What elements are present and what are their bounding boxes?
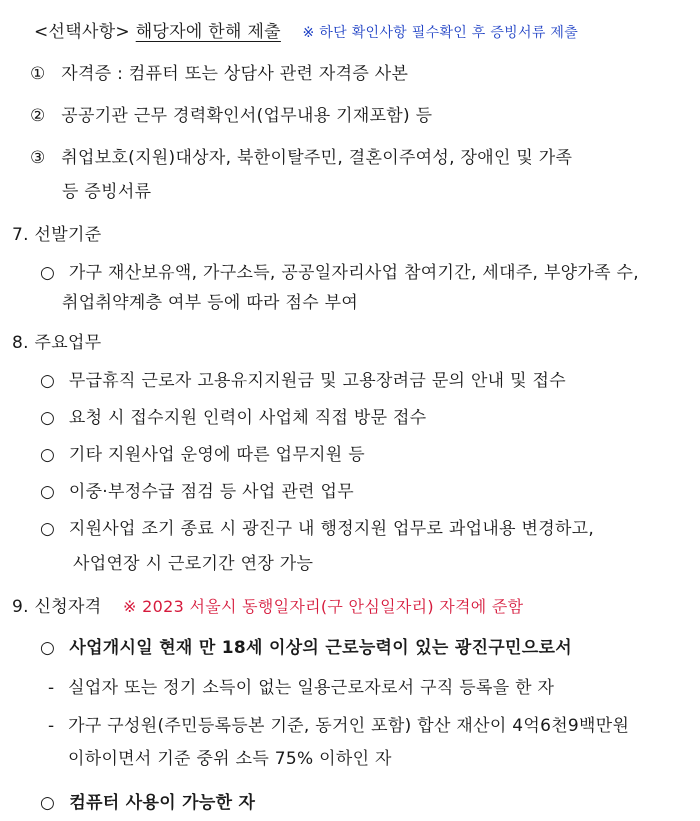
section9-main: [40, 637, 572, 659]
item-marker: ③: [30, 148, 46, 168]
section8-item-4: [40, 481, 354, 503]
section8-item-text: 지원사업 조기 종료 시 광진구 내 행정지원 업무로 과업내용 변경하고,: [68, 519, 595, 539]
options-item-3: [30, 147, 572, 169]
bullet-circle: ○: [40, 445, 56, 465]
section9-heading-row: [12, 596, 523, 618]
bullet-circle: ○: [40, 371, 56, 391]
options-header: [34, 21, 578, 44]
item-text: 공공기관 근무 경력확인서(업무내용 기재포함) 등: [61, 106, 433, 126]
item-marker: ①: [30, 64, 46, 84]
section8-item-text: 기타 지원사업 운영에 따른 업무지원 등: [68, 445, 365, 465]
section8-item-5: [40, 518, 594, 540]
section8-item-text: 이중·부정수급 점검 등 사업 관련 업무: [68, 482, 354, 502]
section9-computer-text: 컴퓨터 사용이 가능한 자: [69, 793, 256, 813]
section9-sub-text: 가구 구성원(주민등록등본 기준, 동거인 포함) 합산 재산이 4억6천9백만원: [68, 716, 630, 736]
options-note: ※ 하단 확인사항 필수확인 후 증빙서류 제출: [302, 25, 579, 41]
section8-item-2: [40, 407, 427, 429]
section9-sub-1: [48, 677, 554, 699]
bullet-circle: ○: [40, 793, 56, 813]
bullet-circle: ○: [40, 263, 56, 283]
section9-sub-2-continued: 이하이면서 기준 중위 소득 75% 이하인 자: [68, 749, 392, 769]
dash-marker: -: [48, 716, 55, 736]
section8-heading: 8. 주요업무: [12, 333, 102, 353]
section8-item-3: [40, 444, 365, 466]
section9-sub-2: [48, 715, 629, 737]
section9-heading: 9. 신청자격: [12, 597, 102, 617]
section8-item-1: [40, 370, 566, 392]
section8-item-5-continued: 사업연장 시 근로기간 연장 가능: [73, 554, 314, 574]
options-item-3-continued: 등 증빙서류: [62, 182, 152, 202]
section9-computer: [40, 792, 255, 814]
options-item-1: [30, 63, 408, 85]
section7-heading: 7. 선발기준: [12, 225, 102, 245]
bullet-circle: ○: [40, 519, 56, 539]
section7-line-1: [40, 262, 639, 284]
section8-item-text: 요청 시 접수지원 인력이 사업체 직접 방문 접수: [68, 408, 427, 428]
section9-note: ※ 2023 서울시 동행일자리(구 안심일자리) 자격에 준함: [123, 597, 524, 616]
section8-item-text: 무급휴직 근로자 고용유지지원금 및 고용장려금 문의 안내 및 접수: [68, 371, 566, 391]
bullet-circle: ○: [40, 482, 56, 502]
bullet-circle: ○: [40, 408, 56, 428]
item-text: 자격증 : 컴퓨터 또는 상담사 관련 자격증 사본: [61, 64, 409, 84]
bullet-circle: ○: [40, 638, 56, 658]
section7-text: 가구 재산보유액, 가구소득, 공공일자리사업 참여기간, 세대주, 부양가족 수,: [68, 263, 639, 283]
section7-line-2: 취업취약계층 여부 등에 따라 점수 부여: [62, 293, 359, 313]
section9-main-text: 사업개시일 현재 만 18세 이상의 근로능력이 있는 광진구민으로서: [69, 638, 572, 658]
item-marker: ②: [30, 106, 46, 126]
item-text: 취업보호(지원)대상자, 북한이탈주민, 결혼이주여성, 장애인 및 가족: [61, 148, 573, 168]
options-item-2: [30, 105, 432, 127]
section9-sub-text: 실업자 또는 정기 소득이 없는 일용근로자로서 구직 등록을 한 자: [68, 678, 555, 698]
dash-marker: -: [48, 678, 55, 698]
options-title: 해당자에 한해 제출: [135, 22, 281, 42]
options-prefix: <선택사항>: [34, 22, 130, 42]
